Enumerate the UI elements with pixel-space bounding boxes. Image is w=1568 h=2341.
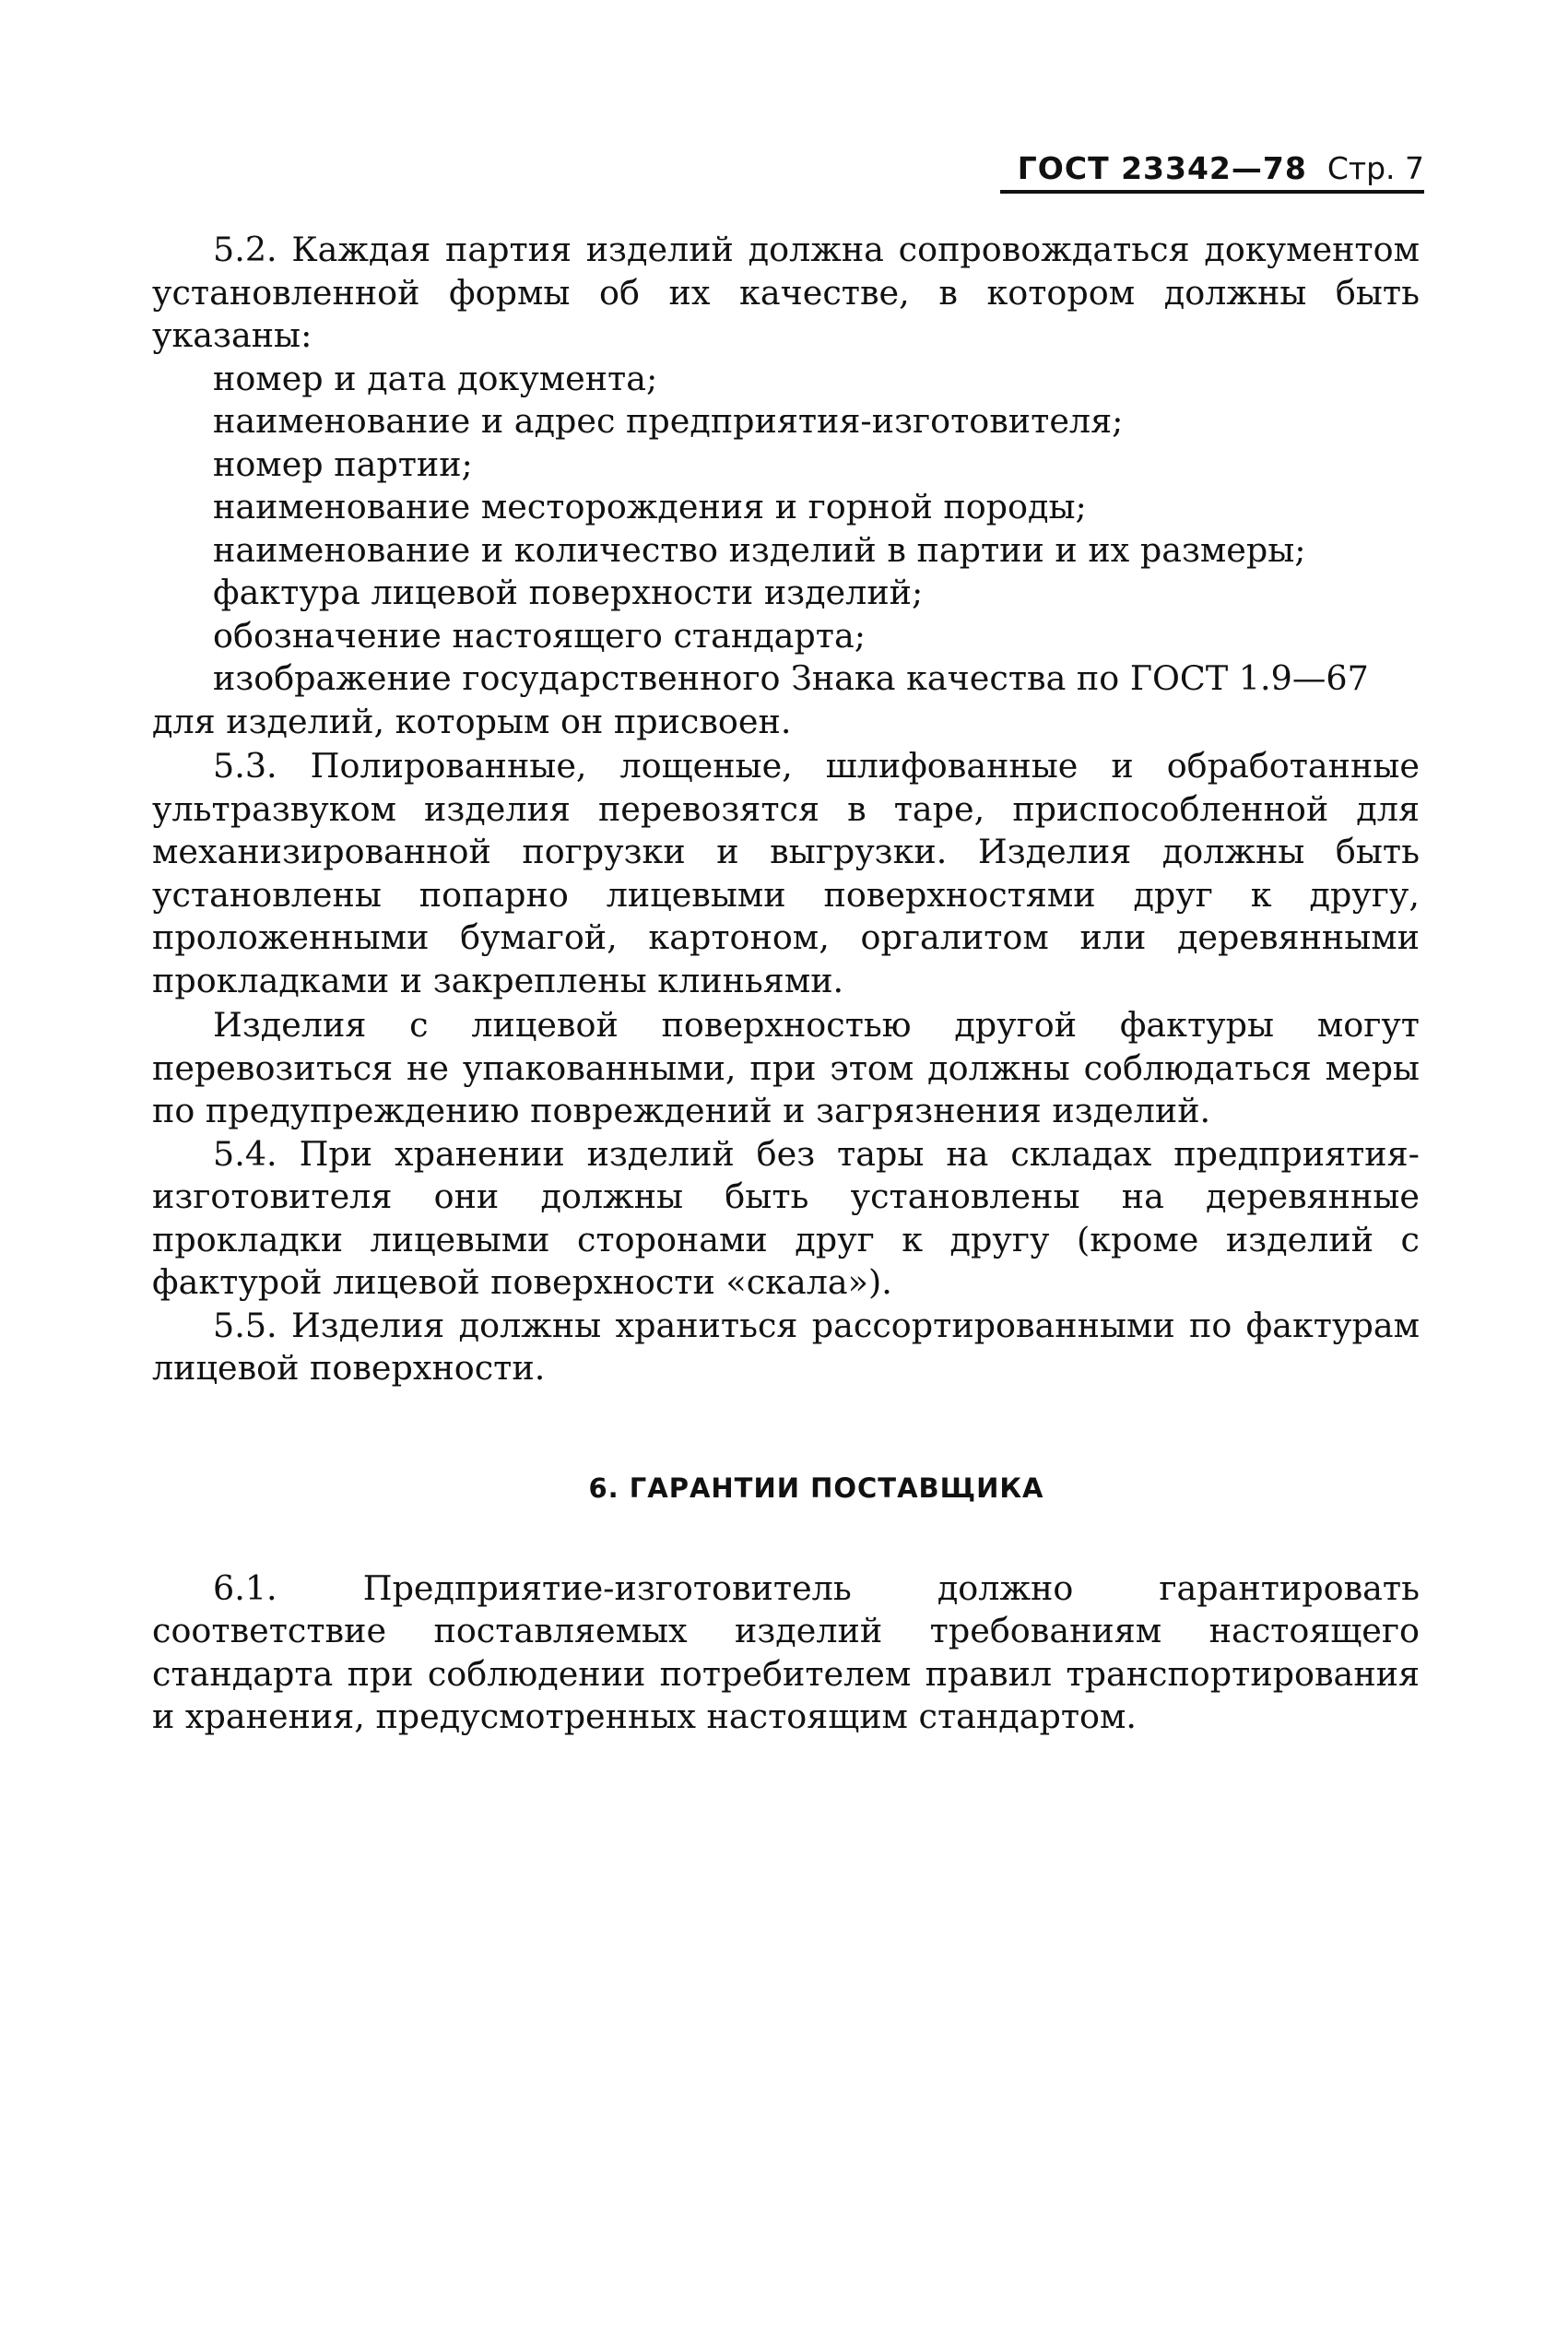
paragraph-5-2: 5.2. Каждая партия изделий должна сопровождаться документом установленной формы об их качестве, в котором должны быть указаны: [152,230,1420,355]
paragraph-6-1: 6.1. Предприятие-изготовитель должно гарантировать соответствие поставляемых изделий требованиям настоящего стандарта при соблюдении потребителем правил транспортирования и хранения, предусмотренных настоящим стандартом. [152,1567,1420,1736]
paragraph-5-5: 5.5. Изделия должны храниться рассортированными по фактурам лицевой поверхности. [152,1305,1420,1388]
list-item: наименование и количество изделий в партии и их размеры; [213,529,1306,570]
list-item: наименование и адрес предприятия-изготовителя; [213,401,1124,441]
required-info-list [152,358,1420,701]
section-6-title: 6. ГАРАНТИИ ПОСТАВЩИКА [588,1472,1044,1504]
list-item: номер и дата документа; [213,358,658,398]
paragraph-5-4: 5.4. При хранении изделий без тары на складах предприятия-изготовителя они должны быть установлены на деревянные прокладки лицевыми сторонами друг к другу (кроме изделий с фактурой лицевой поверхности «скала»). [152,1133,1420,1302]
page-number: Стр. 7 [1326,150,1424,186]
list-item: номер партии; [213,443,473,484]
paragraph-5-3-b: Изделия с лицевой поверхностью другой фактуры могут перевозиться не упакованными, при этом должны соблюдаться меры по предупреждению повреждений и загрязнения изделий. [152,1005,1420,1130]
page-header [1000,148,1424,194]
document-body [152,229,1420,1739]
list-item: обозначение настоящего стандарта; [213,615,867,656]
standard-number: ГОСТ 23342—78 [1017,150,1307,186]
paragraph-5-2-tail: для изделий, которым он присвоен. [152,701,792,741]
paragraph-5-3: 5.3. Полированные, лощеные, шлифованные и обработанные ультразвуком изделия перевозятся в таре, приспособленной для механизированной погрузки и выгрузки. Изделия должны быть установлены попарно лицевыми поверхностями друг к другу, проложенными бумагой, картоном, оргалитом или деревянными прокладками и закреплены клиньями. [152,746,1420,1000]
list-item: изображение государственного Знака качества по ГОСТ 1.9—67 [213,658,1369,698]
list-item: наименование месторождения и горной породы; [213,487,1087,526]
list-item: фактура лицевой поверхности изделий; [213,573,924,612]
